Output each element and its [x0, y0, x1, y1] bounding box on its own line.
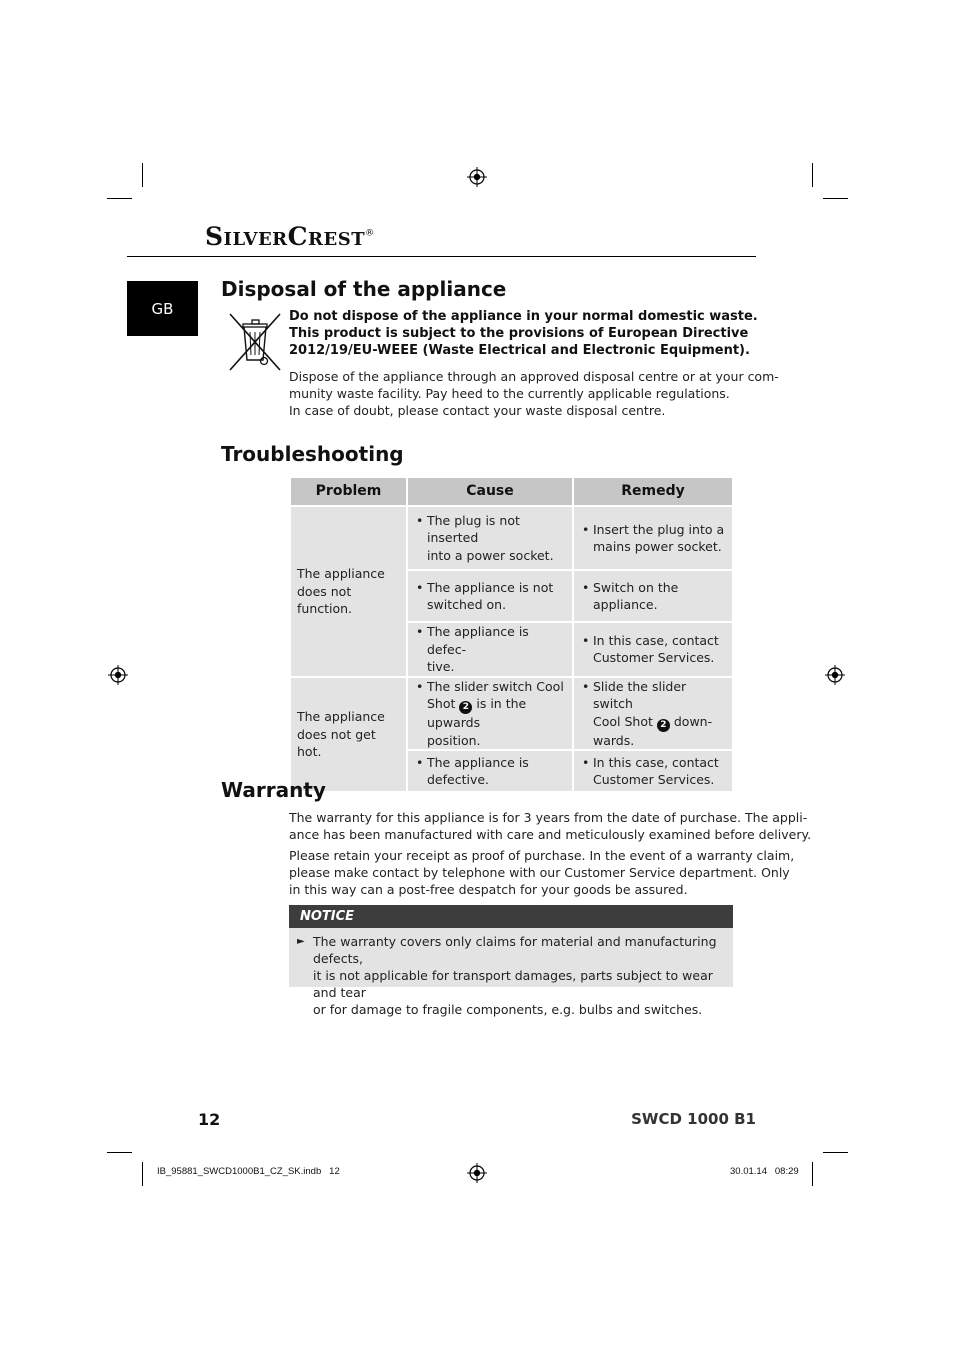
- crop-mark: [107, 198, 132, 199]
- cause-line: The appliance is defec-: [427, 624, 529, 657]
- crop-mark: [812, 163, 813, 187]
- brand-logo: [205, 222, 375, 251]
- remedy-cell: • Switch on the appliance.: [573, 570, 733, 622]
- crop-mark: [812, 1162, 813, 1186]
- cause-cell: • The appliance is defec- tive.: [407, 622, 573, 677]
- disposal-instructions: [289, 368, 779, 419]
- cause-line: The appliance is not: [427, 579, 554, 595]
- remedy-line: down-: [673, 713, 713, 729]
- problem-cell: [290, 677, 407, 793]
- cause-cell: • The appliance is not switched on.: [407, 570, 573, 622]
- registration-mark-icon: [467, 1163, 487, 1183]
- table-header-row: [290, 477, 733, 506]
- warranty-title: Warranty: [221, 778, 326, 802]
- header-rule: [127, 256, 756, 257]
- cause-line: tive.: [427, 659, 455, 674]
- brand-name: SilverCrest: [205, 222, 366, 251]
- crossed-out-wheelie-bin-icon: [226, 310, 284, 374]
- disposal-line: munity waste facility. Pay heed to the currently applicable regulations.: [289, 386, 730, 401]
- disposal-warning-line: Do not dispose of the appliance in your normal domestic waste.: [289, 309, 758, 324]
- problem-line: does not get hot.: [297, 726, 376, 759]
- disposal-line: In case of doubt, please contact your waste disposal centre.: [289, 403, 666, 418]
- language-tab: GB: [127, 281, 198, 336]
- crop-mark: [107, 1152, 132, 1153]
- cause-line: The slider switch Cool: [427, 678, 564, 694]
- crop-mark: [823, 198, 848, 199]
- troubleshooting-table: [289, 476, 734, 793]
- notice-header: NOTICE: [289, 905, 733, 928]
- remedy-line: Insert the plug into a: [593, 521, 725, 537]
- remedy-line: Customer Services.: [593, 772, 715, 787]
- remedy-cell: • In this case, contact Customer Services.: [573, 622, 733, 677]
- remedy-line: Cool Shot: [593, 713, 653, 729]
- disposal-warning: [289, 308, 758, 359]
- cause-line: Shot: [427, 696, 456, 711]
- cause-line: The plug is not inserted: [427, 512, 520, 546]
- arrow-right-icon: ►: [297, 936, 305, 947]
- problem-line: The appliance: [297, 709, 385, 724]
- disposal-line: Dispose of the appliance through an approved disposal centre or at your com-: [289, 369, 779, 384]
- column-header-problem: Problem: [290, 477, 407, 506]
- cause-line: is in the upwards: [427, 696, 527, 730]
- remedy-line: Slide the slider switch: [593, 678, 687, 711]
- notice-body: [289, 928, 733, 1017]
- part-number-badge: 2: [459, 701, 472, 714]
- column-header-remedy: Remedy: [573, 477, 733, 506]
- crop-mark: [823, 1152, 848, 1153]
- cause-cell: • The appliance is defective.: [407, 750, 573, 792]
- remedy-line: mains power socket.: [593, 539, 722, 554]
- remedy-line: appliance.: [593, 597, 658, 612]
- warranty-line: ance has been manufactured with care and meticulously examined before delivery.: [289, 827, 812, 842]
- registered-mark: ®: [365, 228, 375, 239]
- problem-line: The appliance: [297, 566, 385, 581]
- troubleshooting-title: Troubleshooting: [221, 442, 404, 466]
- remedy-line: In this case, contact: [593, 754, 719, 770]
- column-header-cause: Cause: [407, 477, 573, 506]
- date-slug: 30.01.14 08:29: [730, 1166, 799, 1177]
- part-number-badge: 2: [657, 719, 670, 732]
- file-slug: IB_95881_SWCD1000B1_CZ_SK.indb 12: [157, 1166, 340, 1177]
- crop-mark: [142, 163, 143, 187]
- disposal-warning-line: This product is subject to the provisions of European Directive: [289, 326, 749, 341]
- remedy-line: Customer Services.: [593, 650, 715, 666]
- warranty-line: Please retain your receipt as proof of purchase. In the event of a warranty claim,: [289, 848, 795, 863]
- warranty-paragraph: [289, 809, 811, 843]
- remedy-cell: • Insert the plug into a mains power socket.: [573, 506, 733, 570]
- remedy-cell: • In this case, contact Customer Services.: [573, 750, 733, 792]
- cause-line: switched on.: [427, 597, 507, 612]
- remedy-line: In this case, contact: [593, 632, 719, 648]
- warranty-line: The warranty for this appliance is for 3 years from the date of purchase. The appli-: [289, 810, 808, 825]
- table-row: [290, 506, 733, 570]
- page-number: 12: [198, 1110, 221, 1129]
- registration-mark-icon: [825, 665, 845, 685]
- model-number: SWCD 1000 B1: [631, 1110, 756, 1128]
- problem-cell: [290, 506, 407, 677]
- cause-line: defective.: [427, 772, 490, 787]
- notice-line: it is not applicable for transport damages, parts subject to wear and tear: [313, 968, 713, 1000]
- cause-line: into a power socket.: [427, 547, 554, 563]
- disposal-warning-line: 2012/19/EU-WEEE (Waste Electrical and Electronic Equipment).: [289, 343, 750, 358]
- table-row: [290, 677, 733, 751]
- registration-mark-icon: [467, 167, 487, 187]
- warranty-line: in this way can a post-free despatch for your goods be assured.: [289, 882, 688, 897]
- cause-cell: • The plug is not inserted into a power socket.: [407, 506, 573, 570]
- warranty-line: please make contact by telephone with our Customer Service department. Only: [289, 865, 790, 880]
- notice-line: The warranty covers only claims for material and manufacturing defects,: [313, 934, 717, 966]
- crop-mark: [142, 1162, 143, 1186]
- warranty-paragraph: [289, 847, 794, 898]
- problem-line: does not function.: [297, 583, 353, 616]
- remedy-line: Switch on the: [593, 579, 679, 595]
- cause-line: The appliance is: [427, 754, 529, 770]
- registration-mark-icon: [108, 665, 128, 685]
- disposal-title: Disposal of the appliance: [221, 277, 507, 301]
- cause-line: position.: [427, 732, 481, 748]
- remedy-cell: • Slide the slider switch Cool Shot 2 down- wards.: [573, 677, 733, 751]
- cause-cell: • The slider switch Cool Shot 2 is in the upwards position.: [407, 677, 573, 751]
- notice-line: or for damage to fragile components, e.g. bulbs and switches.: [313, 1002, 703, 1017]
- remedy-line: wards.: [593, 732, 635, 748]
